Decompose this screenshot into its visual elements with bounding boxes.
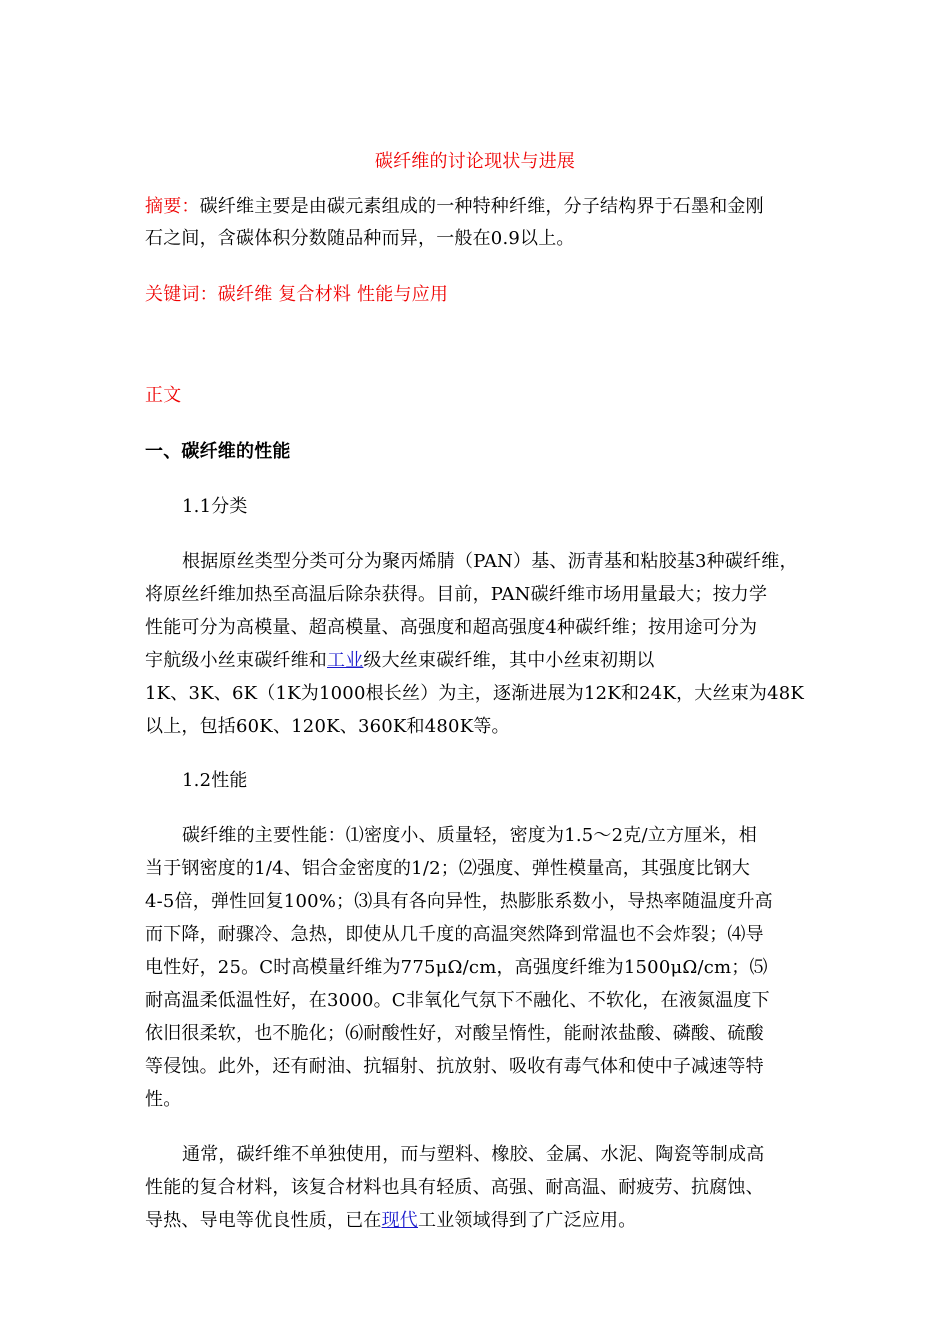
paragraph-line: 碳纤维的主要性能：⑴密度小、质量轻，密度为1.5～2克/立方厘米，相	[182, 825, 757, 846]
paragraph-line: 将原丝纤维加热至高温后除杂获得。目前，PAN碳纤维市场用量最大；按力学	[145, 584, 768, 605]
body-label: 正文	[145, 385, 182, 406]
paragraph-line: 电性好，25。C时高模量纤维为775μΩ/cm，高强度纤维为1500μΩ/cm；⑸	[145, 957, 768, 978]
paragraph-line	[145, 644, 655, 677]
paragraph-text: 宇航级小丝束碳纤维和	[145, 650, 327, 671]
paragraph-line: 性。	[145, 1089, 182, 1110]
paragraph-line: 依旧很柔软，也不脆化；⑹耐酸性好，对酸呈惰性，能耐浓盐酸、磷酸、硫酸	[145, 1023, 764, 1044]
paragraph-line: 1K、3K、6K（1K为1000根长丝）为主，逐渐进展为12K和24K，大丝束为48K	[145, 683, 805, 704]
paragraph-line: 性能可分为高模量、超高模量、高强度和超高强度4种碳纤维；按用途可分为	[145, 617, 758, 638]
paragraph-line: 等侵蚀。此外，还有耐油、抗辐射、抗放射、吸收有毒气体和使中子减速等特	[145, 1056, 764, 1077]
paragraph-line: 以上，包括60K、120K、360K和480K等。	[145, 716, 510, 737]
paragraph-line: 性能的复合材料，该复合材料也具有轻质、高强、耐高温、耐疲劳、抗腐蚀、	[145, 1177, 764, 1198]
subsection-heading-2: 1.2性能	[182, 770, 248, 791]
abstract-label: 摘要：	[145, 196, 200, 217]
paragraph-line: 4-5倍，弹性回复100%；⑶具有各向异性，热膨胀系数小，导热率随温度升高	[145, 891, 773, 912]
section-heading: 一、碳纤维的性能	[145, 441, 291, 462]
abstract-line-1	[145, 190, 764, 223]
paragraph-line: 根据原丝类型分类可分为聚丙烯腈（PAN）基、沥青基和粘胶基3种碳纤维，	[182, 551, 798, 572]
industry-link[interactable]: 工业	[327, 650, 364, 671]
paragraph-line: 耐高温柔低温性好，在3000。C非氧化气氛下不融化、不软化，在液氮温度下	[145, 990, 770, 1011]
abstract-text-1: 碳纤维主要是由碳元素组成的一种特种纤维，分子结构界于石墨和金刚	[199, 196, 764, 217]
modern-link[interactable]: 现代	[381, 1210, 419, 1231]
paragraph-line: 通常，碳纤维不单独使用，而与塑料、橡胶、金属、水泥、陶瓷等制成高	[182, 1144, 765, 1165]
document-title: 碳纤维的讨论现状与进展	[374, 151, 576, 172]
paragraph-text: 导热、导电等优良性质，已在	[145, 1210, 382, 1231]
abstract-line-2: 石之间，含碳体积分数随品种而异，一般在0.9以上。	[145, 228, 575, 249]
paragraph-text: 工业领域得到了广泛应用。	[418, 1210, 637, 1231]
paragraph-line: 当于钢密度的1/4、铝合金密度的1/2；⑵强度、弹性模量高，其强度比钢大	[145, 858, 751, 879]
keywords: 关键词：碳纤维 复合材料 性能与应用	[145, 284, 449, 305]
paragraph-line	[145, 1204, 636, 1237]
subsection-heading-1: 1.1分类	[182, 496, 248, 517]
paragraph-text: 级大丝束碳纤维，其中小丝束初期以	[363, 650, 655, 671]
paragraph-line: 而下降，耐骤冷、急热，即使从几千度的高温突然降到常温也不会炸裂；⑷导	[145, 924, 764, 945]
